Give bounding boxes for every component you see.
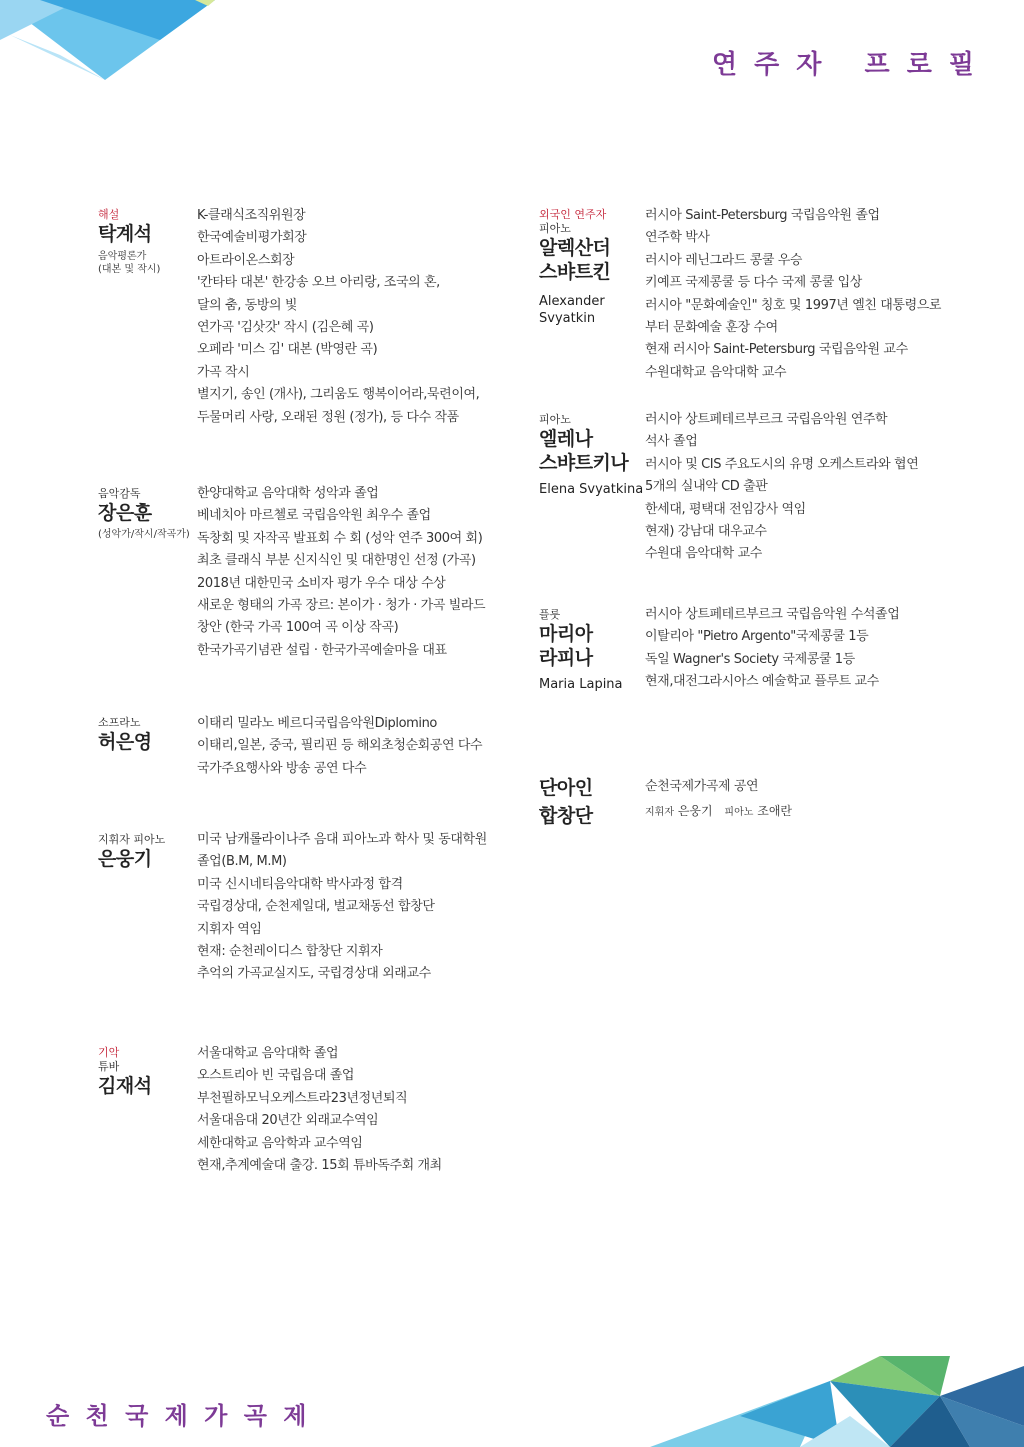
detail-line: 키예프 국제콩쿨 등 다수 국제 콩쿨 입상 <box>645 275 862 291</box>
detail-line: 러시아 "문화예술인" 칭호 및 1997년 옐친 대통령으로 <box>645 297 942 313</box>
profile-label-4 <box>98 833 165 871</box>
detail-line: 수원대 음악대학 교수 <box>645 546 762 562</box>
page-title: 연 주 자 프 로 필 <box>711 50 978 80</box>
profile-role: 외국인 연주자 <box>539 208 607 221</box>
detail-line: 달의 춤, 동방의 빛 <box>197 297 298 313</box>
profile-role: 소프라노 <box>98 716 141 729</box>
detail-line: 현재,추계예술대 출강. 15회 튜바독주회 개최 <box>197 1158 442 1174</box>
detail-line: 두물머리 사랑, 오래된 정원 (정가), 등 다수 작품 <box>197 409 459 425</box>
detail-line: 연가곡 '김삿갓' 작시 (김은혜 곡) <box>197 320 374 336</box>
detail-line: 졸업(B.M, M.M) <box>197 854 287 870</box>
profile-english-name: Elena Svyatkina <box>539 482 644 497</box>
detail-line: K-클래식조직위원장 <box>197 208 306 223</box>
profile-label-r3 <box>539 608 623 693</box>
detail-line: 한국가곡기념관 설립 · 한국가곡예술마을 대표 <box>197 642 447 658</box>
profile-name: 허은영 <box>98 731 152 753</box>
detail-line: 새로운 형태의 가곡 장르: 본이가 · 청가 · 가곡 빌라드 <box>197 598 486 614</box>
profile-details-5 <box>197 1043 442 1177</box>
detail-line: 오스트리아 빈 국립음대 졸업 <box>197 1068 355 1084</box>
detail-line: 이태리 밀라노 베르디국립음악원Diplomino <box>197 716 437 731</box>
profile-english-name: Alexander <box>539 294 605 309</box>
profile-details-r3 <box>645 604 899 694</box>
detail-line: 한양대학교 음악대학 성악과 졸업 <box>197 486 379 501</box>
profile-name: 스뱌트킨 <box>539 261 611 283</box>
detail-line: 독일 Wagner's Society 국제콩쿨 1등 <box>645 651 855 667</box>
detail-line: '칸타타 대본' 한강송 오브 아리랑, 조국의 혼, <box>197 275 440 291</box>
detail-line: 연주학 박사 <box>645 230 710 246</box>
detail-line: 국립경상대, 순천제일대, 벌교채동선 합창단 <box>197 899 435 915</box>
profile-subtitle: (성악가/작시/작곡가) <box>98 529 190 540</box>
profile-details-r1 <box>645 205 941 384</box>
detail-line: 독창회 및 자작곡 발표회 수 회 (성악 연주 300여 회) <box>197 530 483 546</box>
profile-name: 라피나 <box>539 647 593 669</box>
detail-line: 별지기, 송인 (개사), 그리움도 행복이어라,묵련이여, <box>197 387 480 403</box>
profile-label-r4 <box>539 776 593 828</box>
detail-line: 미국 남캐롤라이나주 음대 피아노과 학사 및 동대학원 <box>197 832 487 847</box>
profile-english-name: Svyatkin <box>539 311 596 326</box>
detail-line: 러시아 레닌그라드 콩쿨 우승 <box>645 252 803 268</box>
profile-details-3 <box>197 713 482 780</box>
profile-name: 마리아 <box>539 623 593 645</box>
profile-subtitle: (대본 및 작시) <box>98 264 161 275</box>
festival-title: 순 천 국 제 가 곡 제 <box>46 1402 311 1430</box>
credit-role: 피아노 <box>724 807 754 818</box>
profile-label-r2 <box>539 413 643 498</box>
choir-credit <box>645 802 792 819</box>
detail-line: 석사 졸업 <box>645 434 698 450</box>
detail-line: 아트라이온스회장 <box>197 252 295 268</box>
profile-label-2 <box>98 487 190 541</box>
detail-line: 서울대학교 음악대학 졸업 <box>197 1046 339 1061</box>
credit-role: 지휘자 <box>645 807 674 818</box>
top-left-decoration <box>0 0 230 85</box>
detail-line: 러시아 Saint-Petersburg 국립음악원 졸업 <box>645 208 880 223</box>
profile-role: 기악 <box>98 1046 120 1059</box>
profile-details-r4 <box>645 776 758 798</box>
choir-name: 단아인 <box>539 777 593 799</box>
credit-name: 은웅기 <box>677 804 713 818</box>
choir-name: 합창단 <box>539 805 593 827</box>
detail-line: 이탈리아 "Pietro Argento"국제콩쿨 1등 <box>645 629 869 645</box>
profile-role-instrument: 피아노 <box>539 222 571 235</box>
profile-role: 플룻 <box>539 608 561 621</box>
profile-label-5 <box>98 1046 152 1098</box>
detail-line: 미국 신시네티음악대학 박사과정 합격 <box>197 876 403 892</box>
profile-role: 음악감독 <box>98 487 141 500</box>
profile-details-2 <box>197 483 485 662</box>
detail-line: 현재 러시아 Saint-Petersburg 국립음악원 교수 <box>645 342 908 358</box>
detail-line: 베네치아 마르첼로 국립음악원 최우수 졸업 <box>197 508 431 524</box>
profile-label-3 <box>98 716 152 754</box>
profile-role: 해설 <box>98 208 120 221</box>
detail-line: 5개의 실내악 CD 출판 <box>645 479 768 495</box>
detail-line: 2018년 대한민국 소비자 평가 우수 대상 수상 <box>197 575 446 591</box>
detail-line: 러시아 상트페테르부르크 국립음악원 연주학 <box>645 412 888 427</box>
detail-line: 한국예술비평가회장 <box>197 230 307 246</box>
profile-subtitle: 음악평론가 <box>98 251 147 262</box>
profile-role-instrument: 튜바 <box>98 1060 120 1073</box>
profile-name: 엘레나 <box>539 428 593 450</box>
detail-line: 이태리,일본, 중국, 필리핀 등 해외초청순회공연 다수 <box>197 738 483 754</box>
detail-line: 지휘자 역임 <box>197 921 262 937</box>
profile-name: 스뱌트키나 <box>539 452 629 474</box>
profile-role: 피아노 <box>539 413 571 426</box>
profile-role: 지휘자 피아노 <box>98 833 166 846</box>
detail-line: 창안 (한국 가곡 100여 곡 이상 작곡) <box>197 620 399 636</box>
detail-line: 러시아 상트페테르부르크 국립음악원 수석졸업 <box>645 607 900 622</box>
detail-line: 서울대음대 20년간 외래교수역임 <box>197 1113 379 1129</box>
profile-name: 탁계석 <box>98 223 152 245</box>
detail-line: 추억의 가곡교실지도, 국립경상대 외래교수 <box>197 966 431 982</box>
profile-label-r1 <box>539 208 610 327</box>
profile-name: 김재석 <box>98 1075 152 1097</box>
detail-line: 현재,대전그라시아스 예술학교 플루트 교수 <box>645 674 879 690</box>
bottom-right-decoration <box>650 1356 1024 1447</box>
detail-line: 가곡 작시 <box>197 364 250 380</box>
detail-line: 수원대학교 음악대학 교수 <box>645 364 787 380</box>
detail-line: 한세대, 평택대 전임강사 역임 <box>645 501 806 517</box>
profile-label-1 <box>98 208 160 276</box>
credit-name: 조애란 <box>757 804 793 818</box>
detail-line: 세한대학교 음악학과 교수역임 <box>197 1135 363 1151</box>
profile-details-1 <box>197 205 479 429</box>
detail-line: 국가주요행사와 방송 공연 다수 <box>197 760 367 776</box>
detail-line: 순천국제가곡제 공연 <box>645 779 759 794</box>
detail-line: 오페라 '미스 김' 대본 (박영란 곡) <box>197 342 378 358</box>
profile-details-r2 <box>645 409 918 566</box>
detail-line: 최초 클래식 부분 신지식인 및 대한명인 선정 (가곡) <box>197 553 476 569</box>
profile-name: 알렉산더 <box>539 237 611 259</box>
detail-line: 현재) 강남대 대우교수 <box>645 524 767 540</box>
profile-details-4 <box>197 829 487 986</box>
profile-name: 장은훈 <box>98 502 152 524</box>
detail-line: 러시아 및 CIS 주요도시의 유명 오케스트라와 협연 <box>645 456 919 472</box>
profile-name: 은웅기 <box>98 848 152 870</box>
profile-english-name: Maria Lapina <box>539 677 623 692</box>
detail-line: 부천필하모닉오케스트라23년정년퇴직 <box>197 1090 408 1106</box>
detail-line: 현재: 순천레이디스 합창단 지휘자 <box>197 944 383 960</box>
detail-line: 부터 문화예술 훈장 수여 <box>645 320 778 336</box>
